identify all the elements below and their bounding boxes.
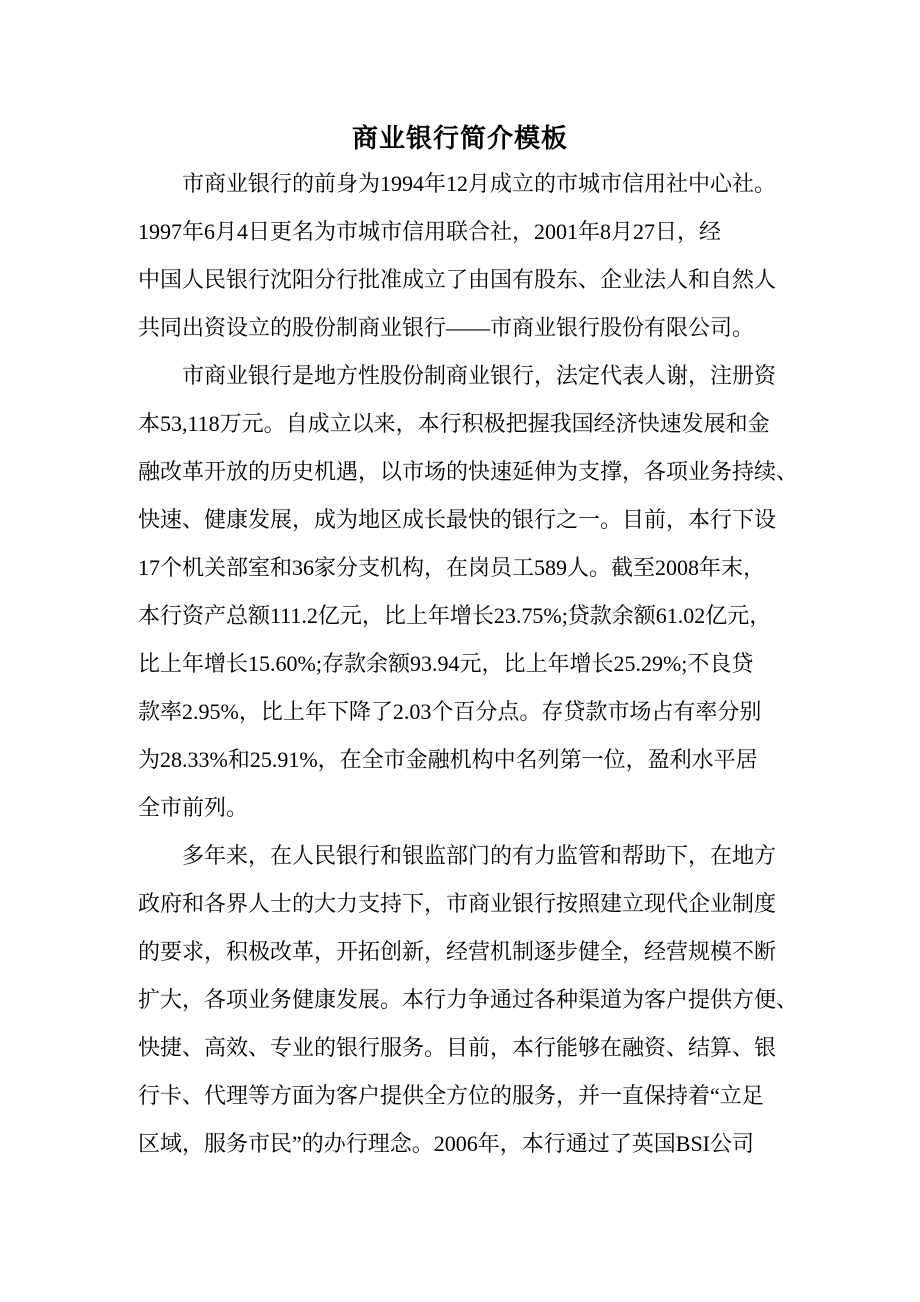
paragraph-1-line-4: 共同出资设立的股份制商业银行——市商业银行股份有限公司。	[138, 315, 755, 340]
paragraph-1-line-1: 市商业银行的前身为1994年12月成立的市城市信用社中心社。	[182, 171, 777, 196]
paragraph-2-line-9: 为28.33%和25.91%，在全市金融机构中名列第一位，盈利水平居	[138, 747, 758, 772]
paragraph-2-line-6: 本行资产总额111.2亿元，比上年增长23.75%;贷款余额61.02亿元，	[138, 603, 772, 628]
paragraph-1-line-2: 1997年6月4日更名为市城市信用联合社，2001年8月27日，经	[138, 219, 722, 244]
paragraph-3-line-6: 行卡、代理等方面为客户提供全方位的服务，并一直保持着“立足	[138, 1083, 764, 1108]
paragraph-3-line-2: 政府和各界人士的大力支持下，市商业银行按照建立现代企业制度	[138, 891, 777, 916]
document-title: 商业银行简介模板	[351, 124, 568, 154]
paragraph-3-line-1: 多年来，在人民银行和银监部门的有力监管和帮助下，在地方	[182, 843, 777, 868]
paragraph-2-line-7: 比上年增长15.60%;存款余额93.94元，比上年增长25.29%;不良贷	[138, 651, 754, 676]
paragraph-3-line-3: 的要求，积极改革，开拓创新，经营机制逐步健全，经营规模不断	[138, 939, 777, 964]
paragraph-2-line-5: 17个机关部室和36家分支机构，在岗员工589人。截至2008年末，	[138, 555, 766, 580]
paragraph-3-line-5: 快捷、高效、专业的银行服务。目前，本行能够在融资、结算、银	[138, 1035, 777, 1060]
paragraph-2-line-3: 融改革开放的历史机遇，以市场的快速延伸为支撑，各项业务持续、	[138, 459, 799, 484]
paragraph-2-line-2: 本53,118万元。自成立以来，本行积极把握我国经济快速发展和金	[138, 411, 770, 436]
paragraph-1-line-3: 中国人民银行沈阳分行批准成立了由国有股东、企业法人和自然人	[138, 267, 777, 292]
paragraph-2-line-8: 款率2.95%，比上年下降了2.03个百分点。存贷款市场占有率分别	[138, 699, 762, 724]
paragraph-2-line-4: 快速、健康发展，成为地区成长最快的银行之一。目前，本行下设	[138, 507, 777, 532]
paragraph-3-line-4: 扩大，各项业务健康发展。本行力争通过各种渠道为客户提供方便、	[138, 987, 799, 1012]
paragraph-2-line-10: 全市前列。	[138, 795, 249, 820]
paragraph-2-line-1: 市商业银行是地方性股份制商业银行，法定代表人谢，注册资	[182, 363, 777, 388]
paragraph-3-line-7: 区域，服务市民”的办行理念。2006年，本行通过了英国BSI公司	[138, 1131, 755, 1156]
